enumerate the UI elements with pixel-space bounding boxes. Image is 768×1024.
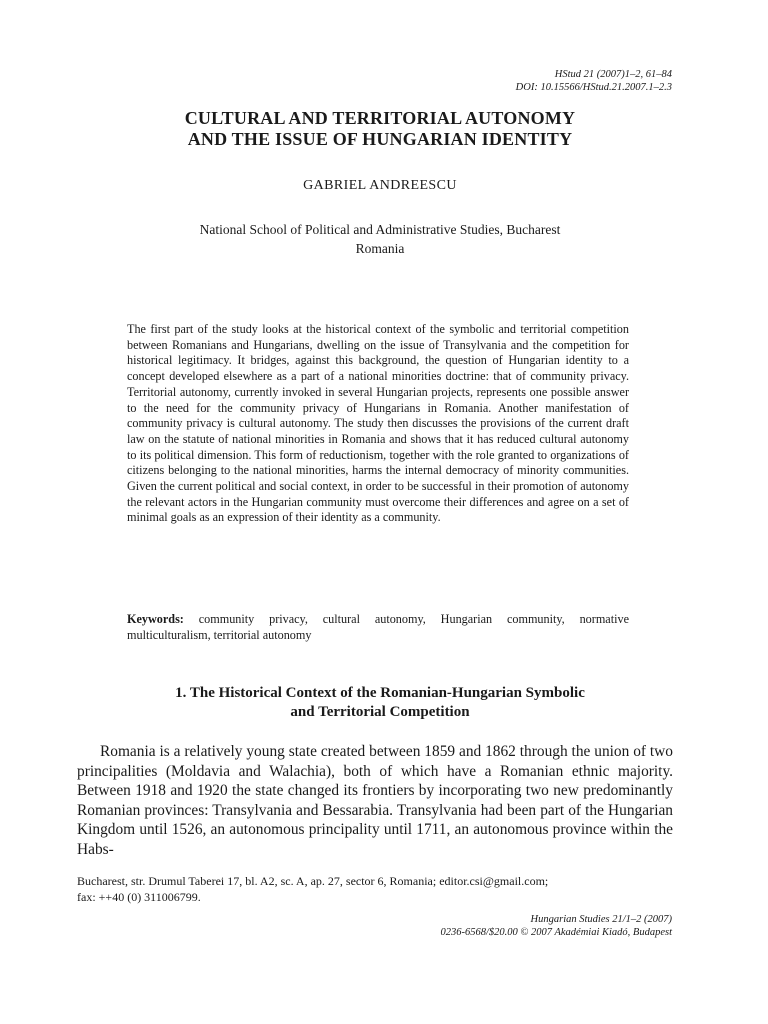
author-affiliation (80, 220, 680, 258)
doi-link[interactable]: DOI: 10.15566/HStud.21.2007.1–2.3 (515, 82, 672, 93)
section-heading-line-2: and Territorial Competition (290, 704, 470, 720)
journal-footer (441, 913, 672, 939)
affiliation-line-1: National School of Political and Administrative Studies, Bucharest (199, 222, 561, 237)
author-name: GABRIEL ANDREESCU (303, 178, 457, 193)
keywords-text: community privacy, cultural autonomy, Hungarian community, normative multiculturalism, territorial autonomy (127, 612, 629, 642)
affiliation-line-2: Romania (355, 241, 405, 256)
journal-reference (516, 68, 672, 94)
keywords-label: Keywords: (127, 612, 184, 626)
title-line-2: AND THE ISSUE OF HUNGARIAN IDENTITY (187, 129, 573, 149)
author-contact-footnote (77, 873, 677, 905)
footnote-address: Bucharest, str. Drumul Taberei 17, bl. A2, sc. A, ap. 27, sector 6, Romania; editor.csi@gmail.com; (77, 874, 549, 888)
section-heading-line-1: 1. The Historical Context of the Romanian-Hungarian Symbolic (175, 685, 585, 701)
journal-citation: HStud 21 (2007)1–2, 61–84 (554, 69, 672, 80)
footer-journal: Hungarian Studies 21/1–2 (2007) (530, 914, 672, 925)
keywords (127, 612, 629, 643)
body-paragraph: Romania is a relatively young state created between 1859 and 1862 through the union of two principalities (Moldavia and Walachia), both of which have a Romanian ethnic majority. Between 1918 and 1920 the state changed its frontiers by incorporating two new predominantly Romanian provinces: Transylvania and Bessarabia. Transylvania had been part of the Hungarian Kingdom until 1526, an autonomous principality until 1711, an autonomous province within the Habs- (77, 743, 673, 858)
title-line-1: CULTURAL AND TERRITORIAL AUTONOMY (184, 108, 576, 128)
footnote-fax: fax: ++40 (0) 311006799. (77, 890, 201, 904)
footer-copyright: 0236-6568/$20.00 © 2007 Akadémiai Kiadó, Budapest (440, 927, 672, 938)
section-heading (80, 684, 680, 722)
article-title (80, 108, 680, 150)
abstract: The first part of the study looks at the historical context of the symbolic and territorial competition between Romanians and Hungarians, dwelling on the issue of Transylvania and the competition for historical legitimacy. It bridges, against this background, the question of Hungarian identity to a concept developed elsewhere as a part of a national minorities doctrine: that of community privacy. Territorial autonomy, currently invoked in several Hungarian projects, represents one possible answer to the need for the community privacy of Hungarians in Romania. Another manifestation of community privacy is cultural autonomy. The study then discusses the provisions of the current draft law on the statute of national minorities in Romania and shows that it has reduced cultural autonomy to its political dimension. This form of reductionism, together with the role granted to organizations of citizens belonging to the national minorities, harms the internal democracy of minority communities. Given the current political and social context, in order to be successful in their promotion of autonomy the relevant actors in the Hungarian community must overcome their differences and agree on a set of minimal goals as an expression of their identity as a community. (127, 322, 629, 525)
